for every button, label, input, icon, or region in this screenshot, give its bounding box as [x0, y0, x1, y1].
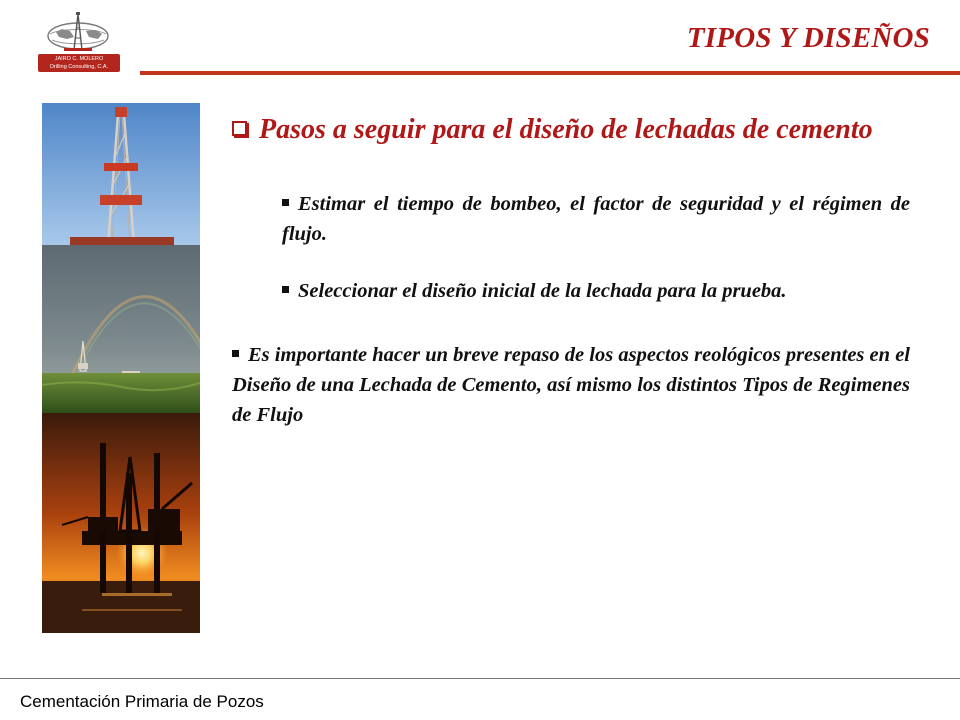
- page-title: TIPOS Y DISEÑOS: [686, 22, 930, 54]
- main-bullet-item: [232, 340, 910, 430]
- footer-text: Cementación Primaria de Pozos: [20, 692, 264, 711]
- square-bullet-icon: [282, 286, 289, 293]
- section-heading: [232, 112, 910, 148]
- logo-line-1: JAIRO C. MOLERO: [54, 56, 104, 62]
- sub-bullet-text: Seleccionar el diseño inicial de la lechada para la prueba.: [298, 280, 787, 302]
- slide-content: [232, 112, 910, 430]
- logo-brand-plate: [38, 54, 120, 72]
- main-bullet-text: Es importante hacer un breve repaso de los aspectos reológicos presentes en el Diseño de una Lechada de Cemento, así mismo los distintos Tipos de Regimenes de Flujo: [232, 344, 910, 426]
- rainbow-field-photo: [42, 245, 200, 413]
- footer-divider: [0, 678, 960, 679]
- logo-line-2: Drilling Consulting, C.A.: [49, 64, 109, 70]
- photo-strip: [42, 103, 200, 633]
- offshore-rig-sunset-photo: [42, 413, 200, 633]
- square-bullet-icon: [282, 199, 289, 206]
- header-divider: [140, 71, 960, 75]
- drilling-rig-photo: [42, 103, 200, 245]
- square-bullet-icon: [232, 350, 239, 357]
- sub-bullet-item: [282, 276, 910, 306]
- section-heading-text: Pasos a seguir para el diseño de lechadas de cemento: [259, 114, 873, 145]
- checkbox-bullet-icon: [232, 121, 247, 136]
- company-logo: [36, 10, 122, 72]
- sub-bullet-text: Estimar el tiempo de bombeo, el factor de seguridad y el régimen de flujo.: [282, 193, 910, 245]
- sub-bullet-item: [282, 189, 910, 249]
- drilling-rig-globe-icon: [40, 10, 116, 52]
